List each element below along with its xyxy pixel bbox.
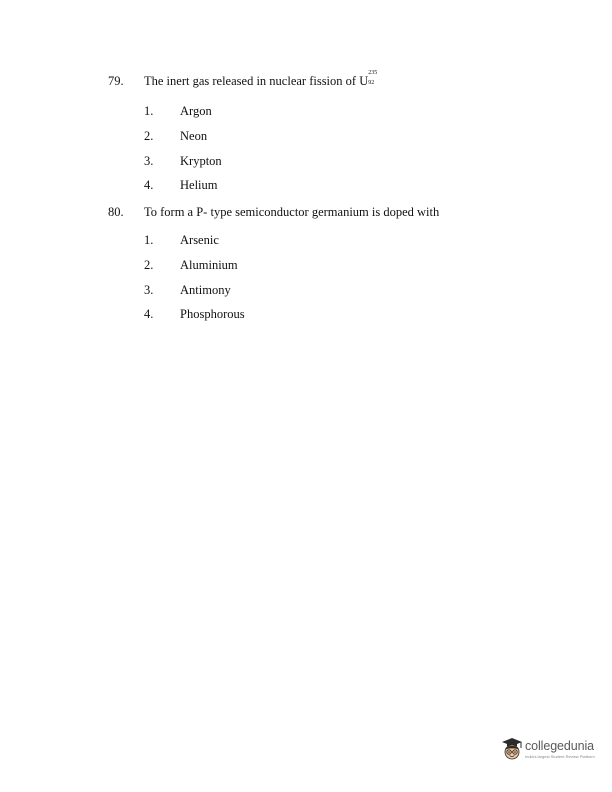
option-number: 3. xyxy=(144,154,154,168)
atomic-number: 92 xyxy=(368,80,375,86)
option-number: 2. xyxy=(144,258,154,272)
question-number: 79. xyxy=(108,74,124,88)
option-text: Neon xyxy=(180,129,208,143)
option-number: 4. xyxy=(144,178,154,192)
logo-tagline: India's largest Student Review Platform xyxy=(525,754,595,759)
logo-wordmark: collegedunia xyxy=(525,739,594,753)
question-text: To form a P- type semiconductor germanium is doped with xyxy=(144,205,440,219)
option-text: Antimony xyxy=(180,283,231,297)
option-text: Aluminium xyxy=(180,258,238,272)
option-text: Helium xyxy=(180,178,218,192)
question-stem: The inert gas released in nuclear fission of xyxy=(144,74,357,88)
option-number: 2. xyxy=(144,129,154,143)
nuclide-symbol: U 235 92 xyxy=(359,70,378,88)
option-text: Argon xyxy=(180,104,212,118)
option-number: 1. xyxy=(144,233,154,247)
mascot-icon xyxy=(500,736,524,762)
option-text: Phosphorous xyxy=(180,307,245,321)
option-number: 4. xyxy=(144,307,154,321)
collegedunia-logo xyxy=(500,736,604,766)
option-number: 3. xyxy=(144,283,154,297)
option-text: Arsenic xyxy=(180,233,219,247)
option-number: 1. xyxy=(144,104,154,118)
option-text: Krypton xyxy=(180,154,222,168)
mass-number: 235 xyxy=(368,70,378,76)
question-text xyxy=(144,70,378,88)
question-number: 80. xyxy=(108,205,124,219)
